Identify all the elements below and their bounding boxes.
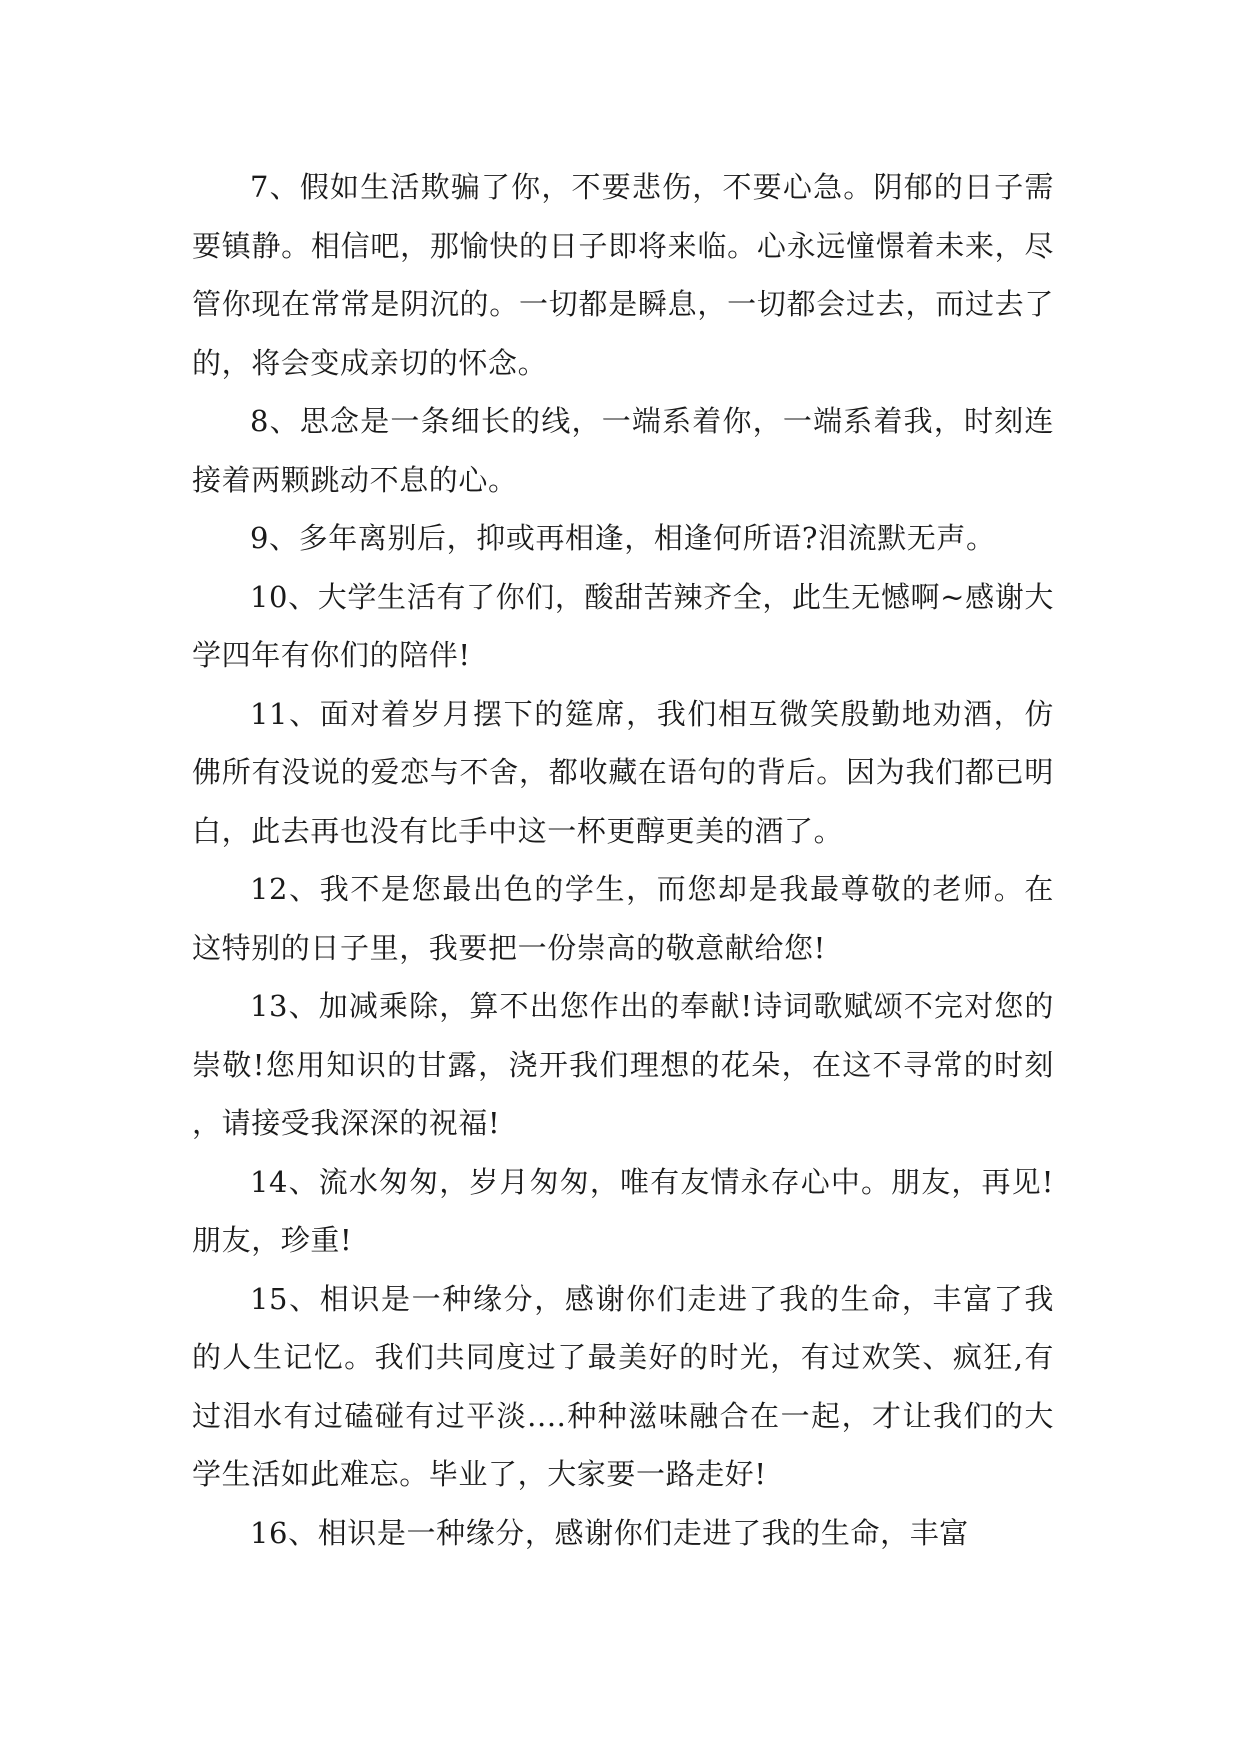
paragraph-8: 8、思念是一条细长的线，一端系着你，一端系着我，时刻连接着两颗跳动不息的心。 (192, 404, 1054, 497)
paragraph-13: 13、加减乘除，算不出您作出的奉献!诗词歌赋颂不完对您的崇敬!您用知识的甘露，浇开我们理想的花朵，在这不寻常的时刻，请接受我深深的祝福! (192, 989, 1054, 1140)
paragraph-14: 14、流水匆匆，岁月匆匆，唯有友情永存心中。朋友，再见!朋友，珍重! (192, 1164, 1054, 1257)
paragraph-12: 12、我不是您最出色的学生，而您却是我最尊敬的老师。在这特别的日子里，我要把一份崇高的敬意献给您! (192, 872, 1054, 965)
paragraph-7: 7、假如生活欺骗了你，不要悲伤，不要心急。阴郁的日子需要镇静。相信吧，那愉快的日子即将来临。心永远憧憬着未来，尽管你现在常常是阴沉的。一切都是瞬息，一切都会过去，而过去了的，将会变成亲切的怀念。 (192, 170, 1054, 380)
document-body (192, 158, 1054, 1562)
paragraph-9: 9、多年离别后，抑或再相逢，相逢何所语?泪流默无声。 (250, 521, 996, 555)
paragraph-10: 10、大学生活有了你们，酸甜苦辣齐全，此生无憾啊~感谢大学四年有你们的陪伴! (192, 579, 1054, 672)
paragraph-16: 16、相识是一种缘分，感谢你们走进了我的生命，丰富 (250, 1515, 969, 1550)
paragraph-15: 15、相识是一种缘分，感谢你们走进了我的生命，丰富了我的人生记忆。我们共同度过了最美好的时光，有过欢笑、疯狂,有过泪水有过磕碰有过平淡....种种滋味融合在一起，才让我们的大学生活如此难忘。毕业了，大家要一路走好! (192, 1281, 1054, 1491)
paragraph-11: 11、面对着岁月摆下的筵席，我们相互微笑殷勤地劝酒，仿佛所有没说的爱恋与不舍，都收藏在语句的背后。因为我们都已明白，此去再也没有比手中这一杯更醇更美的酒了。 (192, 696, 1054, 848)
